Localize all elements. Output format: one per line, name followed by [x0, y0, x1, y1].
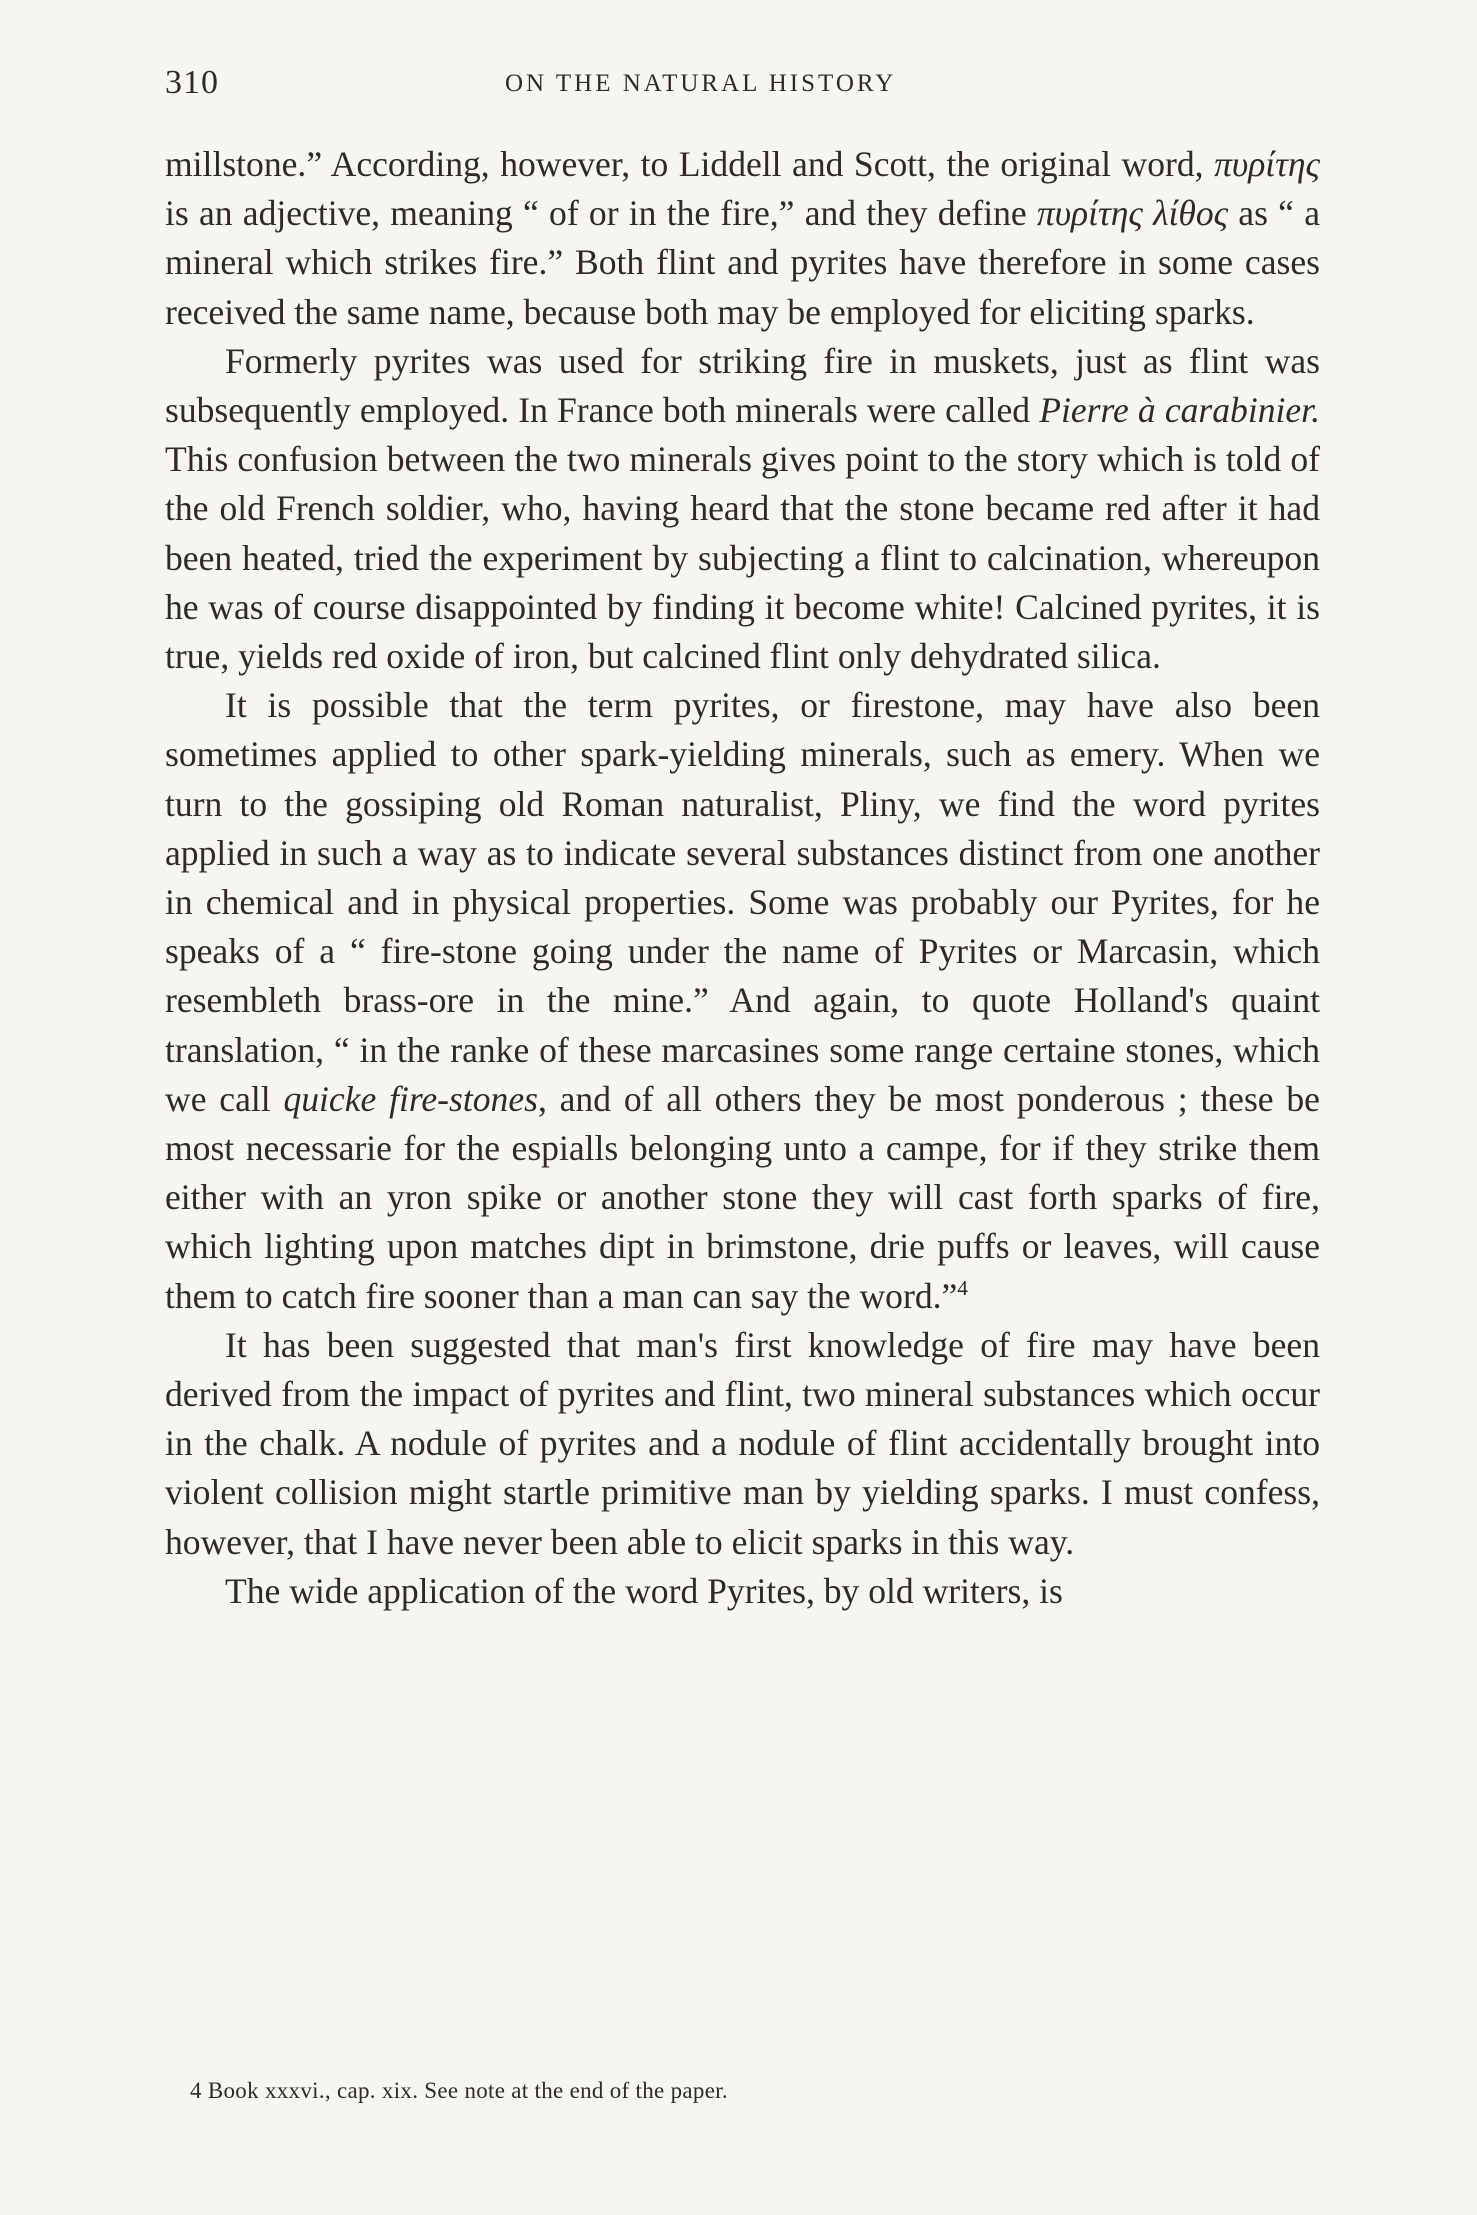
paragraph-5: The wide application of the word Pyrites, by old writers, is: [225, 1570, 1063, 1611]
paragraph-3-text-a: It is possible that the term pyrites, or firestone, may have also been sometimes applied to other spark-yielding minerals, such as emery. When we turn to the gossiping old Roman naturalist, Pliny, we find the word pyrites applied in such a way as to indicate several substances distinct from one another in chemical and in physical properties. Some was probably our Pyrites, for he speaks of a “ fire-stone going under the name of Pyrites or Marcasin, which resembleth brass-ore in the mine.” And again, to quote Holland's quaint translation, “ in the ranke of these marcasines some range certaine stones, which we call: [165, 685, 1320, 1119]
page-number: 310: [165, 64, 219, 101]
running-head-title: ON THE NATURAL HISTORY: [505, 70, 897, 97]
italic-pierre-a-carabinier: Pierre à carabinier.: [1039, 390, 1320, 431]
paragraph-3-text-b: , and of all others they be most ponderous ; these be most necessarie for the espialls belonging unto a campe, for if they strike them either with an yron spike or another stone they will cast forth sparks of fire, which lighting upon matches dipt in brimstone, drie puffs or leaves, will cause them to catch fire sooner than a man can say the word.”: [165, 1078, 1320, 1316]
paragraph-1: [165, 140, 1320, 337]
paragraph-1-text-c: as “ a mineral which strikes fire.” Both flint and pyrites have therefore in some cases received the same name, because both may be employed for eliciting sparks.: [165, 193, 1320, 332]
paragraph-4: It has been suggested that man's first knowledge of fire may have been derived from the impact of pyrites and flint, two mineral substances which occur in the chalk. A nodule of pyrites and a nodule of flint accidentally brought into violent collision might startle primitive man by yielding sparks. I must confess, however, that I have never been able to elicit sparks in this way.: [165, 1324, 1320, 1562]
greek-phrase-pyrites-lithos: πυρίτης λίθος: [1036, 193, 1229, 234]
italic-quicke-fire-stones: quicke fire-stones: [283, 1078, 538, 1119]
paragraph-3: [165, 681, 1320, 1321]
paragraph-1-text-a: millstone.” According, however, to Liddell and Scott, the original word,: [165, 144, 1215, 184]
paragraph-1-text-b: is an adjective, meaning “ of or in the fire,” and they define: [165, 193, 1037, 234]
footnote: 4 Book xxxvi., cap. xix. See note at the end of the paper.: [190, 2078, 728, 2103]
paragraph-2: [165, 337, 1320, 681]
greek-word-pyrites: πυρίτης: [1214, 144, 1320, 184]
paragraph-2-text-b: This confusion between the two minerals gives point to the story which is told of the old French soldier, who, having heard that the stone became red after it had been heated, tried the experiment by subjecting a flint to calcination, whereupon he was of course disappointed by finding it become white! Calcined pyrites, it is true, yields red oxide of iron, but calcined flint only dehydrated silica.: [165, 439, 1320, 677]
paragraph-2-text-a: Formerly pyrites was used for striking fire in muskets, just as flint was subsequently employed. In France both minerals were called: [165, 340, 1320, 431]
body-text: [165, 140, 1320, 1616]
footnote-marker[interactable]: 4: [957, 1275, 968, 1300]
running-head: [165, 64, 1312, 104]
